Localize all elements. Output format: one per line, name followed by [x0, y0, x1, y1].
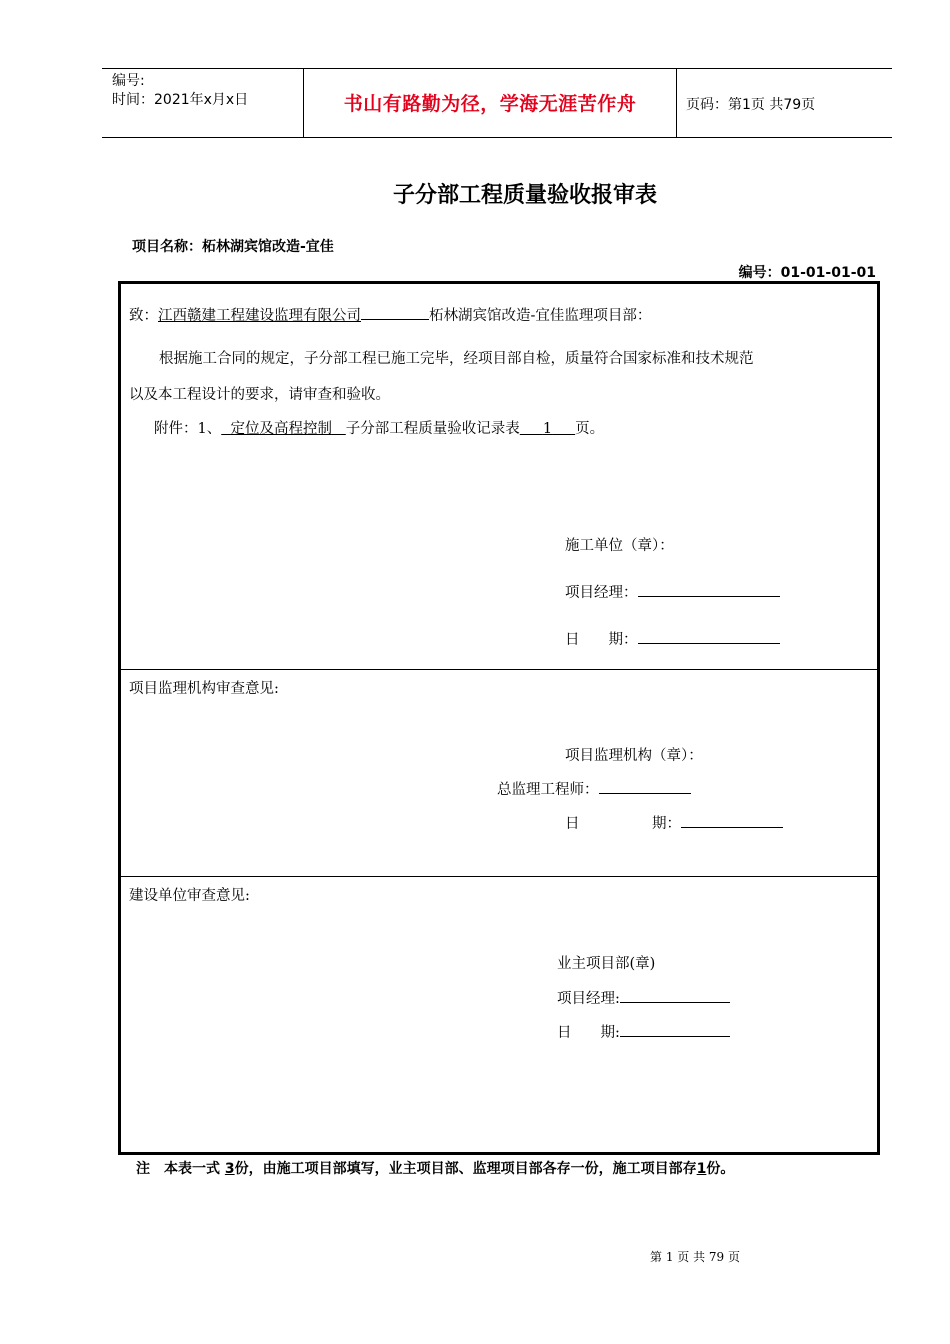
kept-count: 1: [696, 1161, 707, 1177]
project-manager-line: [565, 581, 780, 602]
header-divider: [676, 69, 677, 137]
serial-label: 编号:: [112, 73, 145, 89]
date-field[interactable]: [638, 628, 780, 644]
body-line-1: 根据施工合同的规定，子分部工程已施工完毕，经项目部自检，质量符合国家标准和技术规范: [159, 351, 754, 367]
header-left: [112, 72, 248, 110]
supervision-date-line: [565, 812, 783, 833]
owner-manager-label: 项目经理:: [557, 991, 620, 1007]
supervision-heading: 项目监理机构审查意见:: [129, 681, 279, 697]
supervision-date-label: 日 期：: [565, 816, 681, 832]
header-motto: 书山有路勤为径，学海无涯苦作舟: [343, 93, 637, 115]
section-divider: [121, 669, 877, 670]
project-manager-field[interactable]: [638, 581, 780, 597]
addressee-dept: 柘林湖宾馆改造-宜佳监理项目部：: [429, 308, 652, 324]
owner-date-field[interactable]: [620, 1021, 730, 1037]
chief-engineer-label: 总监理工程师：: [497, 782, 599, 798]
attachment-item: 定位及高程控制: [230, 421, 332, 437]
footnote: 注 本表一式 3份，由施工项目部填写，业主项目部、监理项目部各存一份，施工项目部存1份。: [136, 1161, 735, 1177]
page-footer: 第 1 页 共 79 页: [650, 1250, 740, 1264]
owner-date-line: [557, 1021, 730, 1042]
addressee-prefix: 致：: [129, 308, 158, 324]
form-number: 编号：01-01-01-01: [738, 265, 876, 281]
page-header: [102, 68, 892, 138]
date-line: [565, 628, 780, 649]
attachment-line: [154, 417, 604, 438]
blank-line[interactable]: [361, 304, 429, 320]
owner-date-label: 日 期:: [557, 1025, 620, 1041]
project-name: 项目名称：柘林湖宾馆改造-宜佳: [132, 239, 334, 255]
owner-manager-line: [557, 987, 730, 1008]
owner-heading: 建设单位审查意见:: [129, 888, 250, 904]
chief-engineer-line: [497, 778, 691, 799]
time-label: 时间：2021年x月x日: [112, 92, 249, 108]
project-manager-label: 项目经理：: [565, 585, 638, 601]
attachment-prefix: 附件：1、: [154, 421, 222, 437]
owner-dept-label: 业主项目部(章): [557, 956, 656, 972]
chief-engineer-field[interactable]: [599, 778, 691, 794]
body-line-2: 以及本工程设计的要求，请审查和验收。: [129, 387, 390, 403]
attachment-pages: 1: [542, 421, 553, 437]
attachment-mid: 子分部工程质量验收记录表: [345, 421, 520, 437]
supervision-org-label: 项目监理机构（章）：: [565, 748, 703, 764]
section-divider: [121, 876, 877, 877]
header-page-code: 页码：第1页 共79页: [686, 97, 816, 113]
owner-manager-field[interactable]: [620, 987, 730, 1003]
form-table: [118, 281, 880, 1155]
attachment-suffix: 页。: [575, 421, 605, 437]
supervision-date-field[interactable]: [681, 812, 783, 828]
page-title: 子分部工程质量验收报审表: [392, 183, 657, 208]
addressee-company: 江西赣建工程建设监理有限公司: [158, 308, 361, 324]
construction-unit-label: 施工单位（章）：: [565, 538, 674, 554]
addressee-line: [129, 304, 651, 325]
date-label: 日 期：: [565, 632, 638, 648]
copies-count: 3: [224, 1161, 235, 1177]
